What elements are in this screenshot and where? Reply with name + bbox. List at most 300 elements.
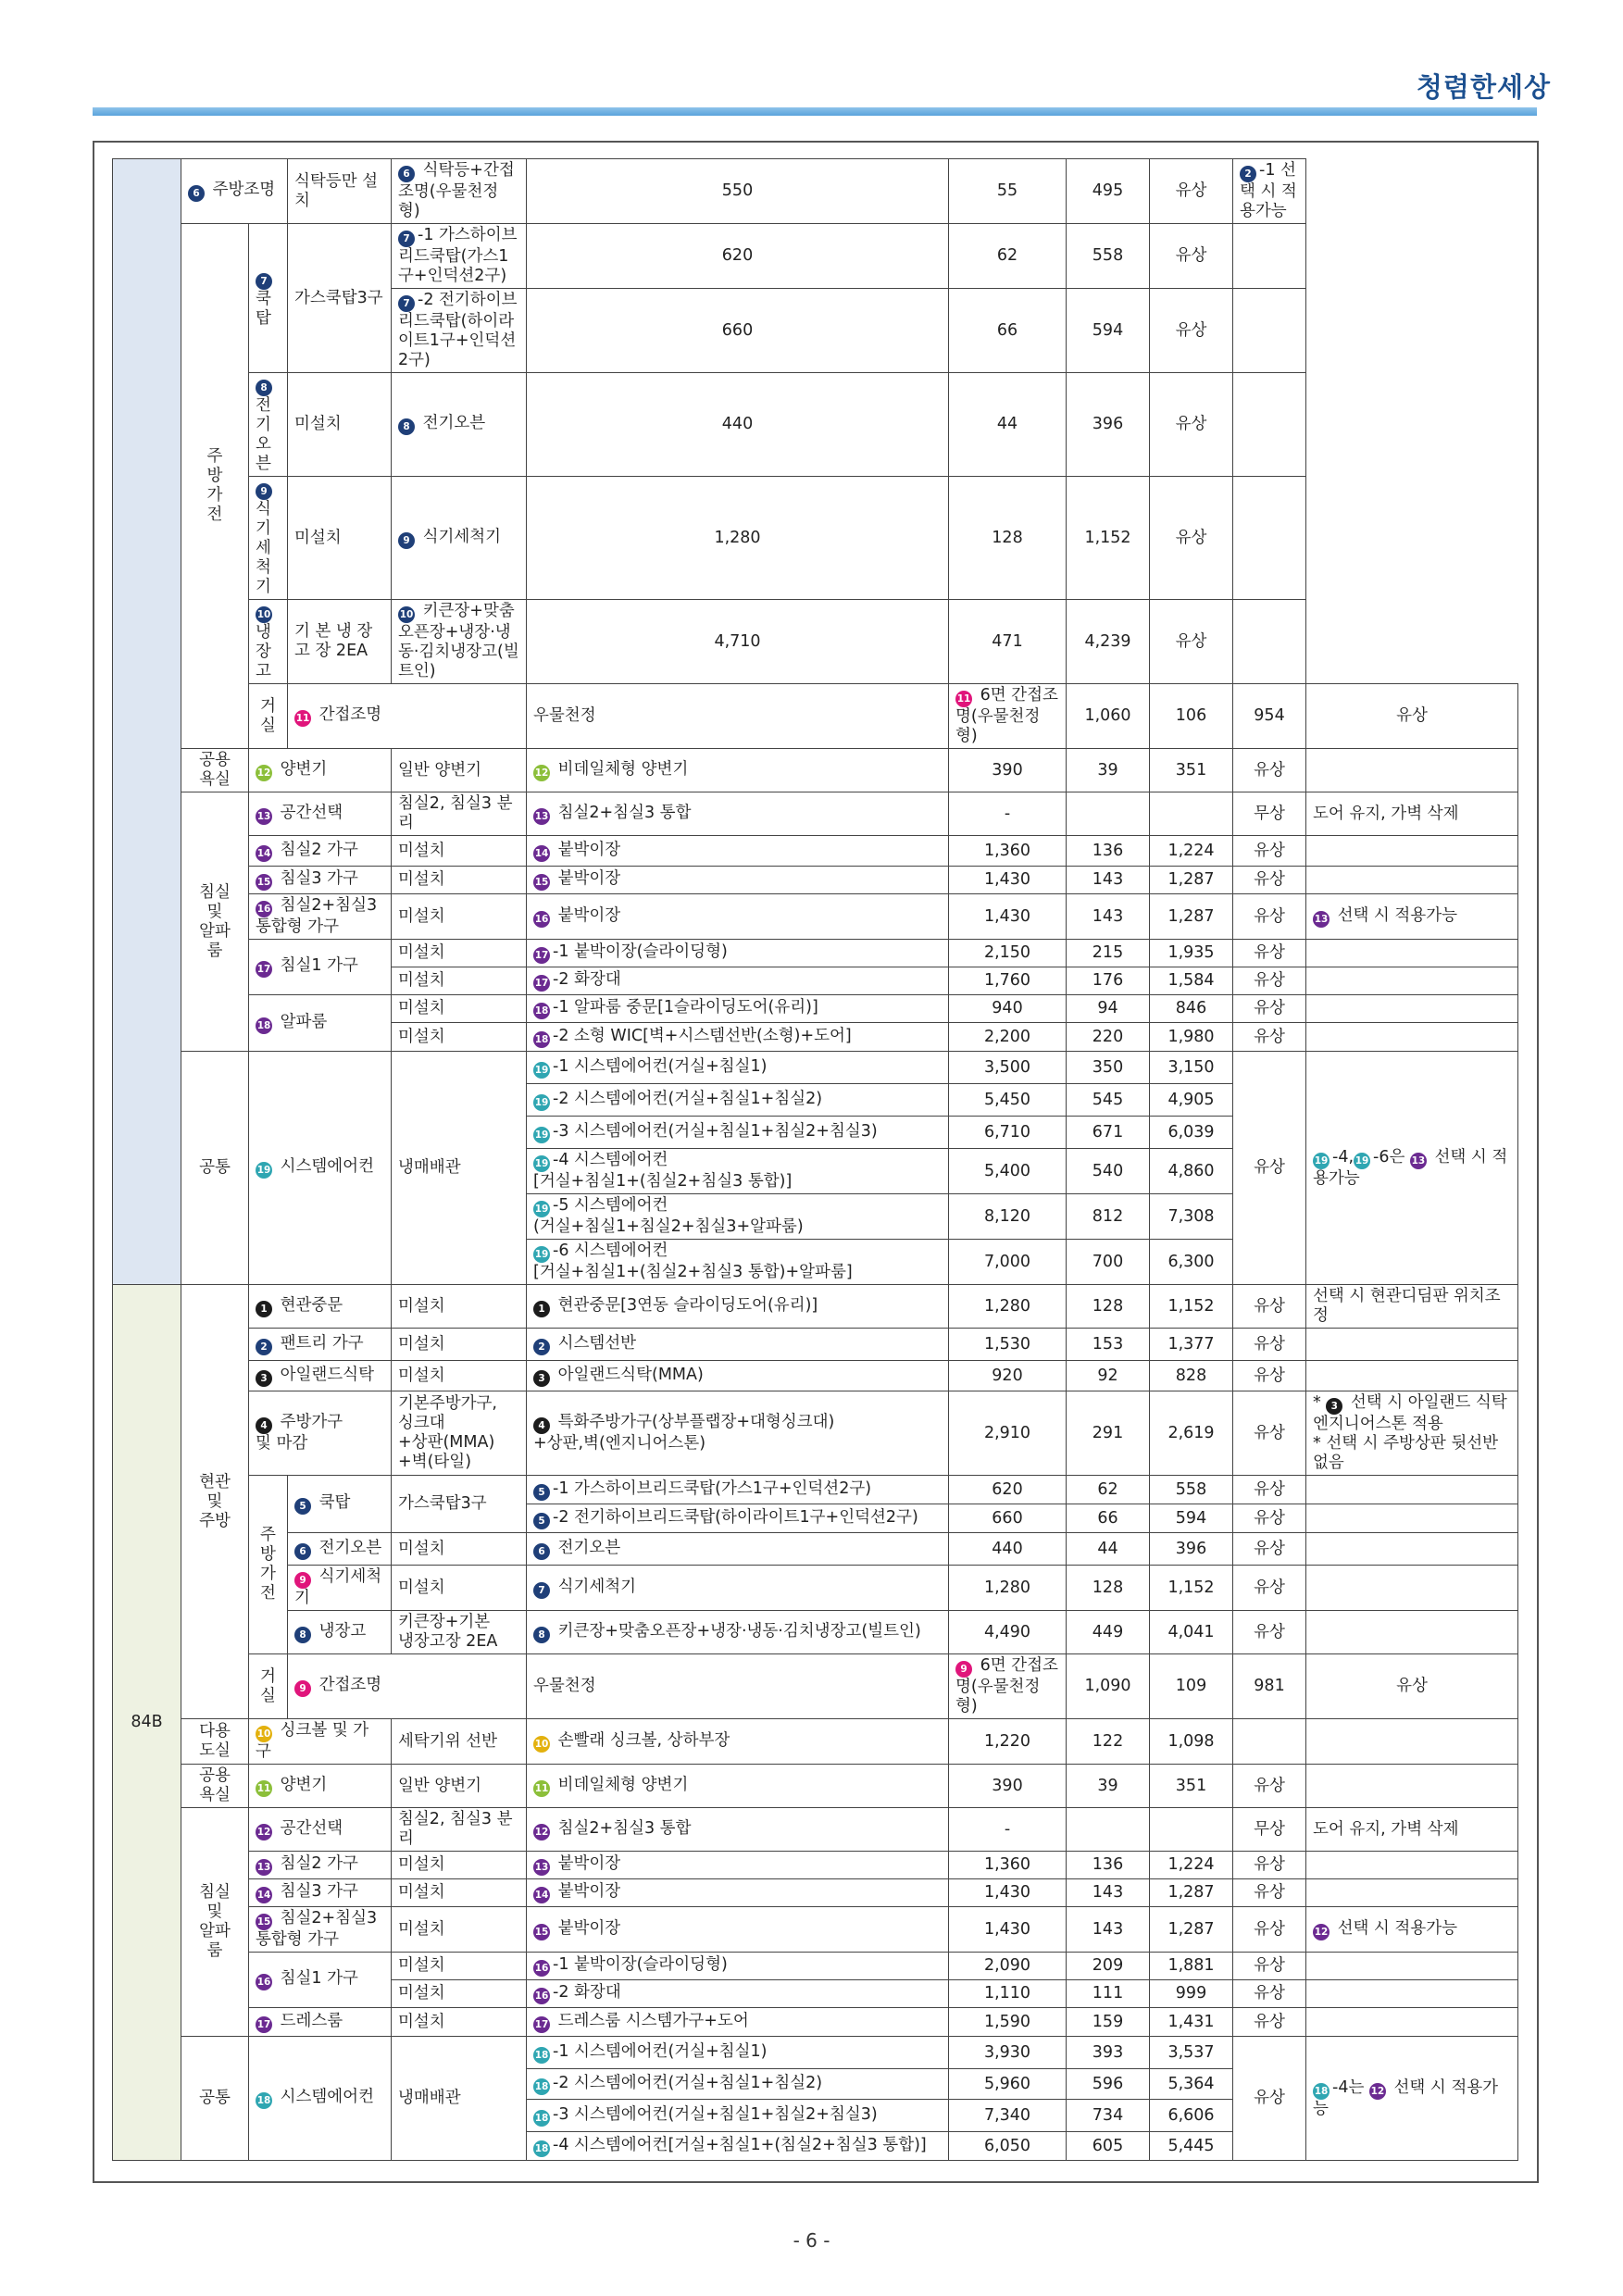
table-cell: 19 -6 시스템에어컨 [거실+침실1+(침실2+침실3 통합)+알파룸] [527, 1240, 949, 1285]
item-number-badge: 4 [256, 1417, 272, 1434]
item-number-badge: 12 [256, 1824, 272, 1841]
table-cell: 유상 [1233, 995, 1306, 1023]
item-number-badge: 10 [533, 1736, 550, 1753]
table-cell: 1,980 [1150, 1023, 1233, 1052]
table-cell [1306, 1329, 1518, 1361]
table-cell: 주 방 가 전 [181, 224, 249, 749]
item-number-badge: 18 [256, 2092, 272, 2109]
table-cell [1150, 792, 1233, 836]
table-cell: 미설치 [392, 867, 527, 894]
table-cell: 215 [1067, 940, 1150, 967]
table-cell: 3 아일랜드식탁(MMA) [527, 1361, 949, 1391]
table-cell: 396 [1150, 1533, 1233, 1566]
table-cell: 미설치 [392, 1907, 527, 1953]
item-number-badge: 14 [533, 1887, 550, 1903]
item-number-badge: 6 [294, 1543, 311, 1560]
table-cell [1067, 792, 1150, 836]
table-row [113, 373, 1518, 477]
table-cell: 812 [1067, 1194, 1150, 1240]
table-cell: 1 현관중문[3연동 슬라이딩도어(유리)] [527, 1285, 949, 1329]
table-cell [1306, 836, 1518, 867]
item-number-badge: 9 [294, 1680, 311, 1697]
table-cell: 도어 유지, 가벽 삭제 [1306, 1808, 1518, 1852]
item-number-badge: 13 [533, 1859, 550, 1876]
table-cell: 1,360 [949, 836, 1067, 867]
table-cell [1306, 1953, 1518, 1980]
table-cell: 605 [1067, 2132, 1150, 2161]
table-cell: 6 주방조명 [181, 159, 288, 224]
table-cell: 공통 [181, 2037, 249, 2161]
table-cell: 가스쿡탑3구 [288, 224, 392, 373]
table-cell: 19 -3 시스템에어컨(거실+침실1+침실2+침실3) [527, 1117, 949, 1149]
table-cell: 106 [1150, 684, 1233, 749]
item-number-badge: 16 [533, 1988, 550, 2004]
table-cell: 128 [949, 477, 1067, 600]
table-cell: 유상 [1233, 867, 1306, 894]
table-cell: 143 [1067, 1907, 1150, 1953]
table-row [113, 1808, 1518, 1852]
table-cell [1306, 1765, 1518, 1808]
table-cell: 440 [527, 373, 949, 477]
table-cell: 143 [1067, 894, 1150, 940]
item-number-badge: 18 [533, 1031, 550, 1048]
item-number-badge: 5 [533, 1484, 550, 1501]
table-row [113, 1719, 1518, 1765]
item-number-badge: 7 [398, 295, 415, 312]
table-cell: 유상 [1150, 477, 1233, 600]
table-cell: 미설치 [392, 836, 527, 867]
item-number-badge: 8 [256, 380, 272, 396]
table-row [113, 1852, 1518, 1879]
item-number-badge: 12 [533, 1824, 550, 1841]
item-number-badge: 17 [533, 2016, 550, 2033]
table-cell: 495 [1067, 159, 1150, 224]
table-cell: 1,224 [1150, 1852, 1233, 1879]
item-number-badge: 17 [533, 947, 550, 964]
table-cell: 390 [949, 749, 1067, 792]
table-cell: 미설치 [392, 894, 527, 940]
table-cell: 390 [949, 1765, 1067, 1808]
table-cell: 주 방 가 전 [249, 1476, 288, 1654]
table-cell [1067, 1808, 1150, 1852]
table-cell: 1,280 [527, 477, 949, 600]
table-cell: 4 주방가구 및 마감 [249, 1391, 392, 1476]
table-cell: 6,710 [949, 1117, 1067, 1149]
table-cell: 1,287 [1150, 867, 1233, 894]
item-number-badge: 13 [533, 808, 550, 825]
table-cell: 키큰장+기본 냉장고장 2EA [392, 1611, 527, 1654]
table-cell: 9 6면 간접조명(우물천정형) [949, 1654, 1067, 1719]
item-number-badge: 15 [256, 874, 272, 891]
table-cell: 유상 [1150, 600, 1233, 684]
table-cell: * 3 선택 시 아일랜드 식탁 엔지니어스톤 적용 * 선택 시 주방상판 뒷선반 없음 [1306, 1391, 1518, 1476]
table-cell: 4 특화주방가구(상부플랩장+대형싱크대) +상판,벽(엔지니어스톤) [527, 1391, 949, 1476]
table-cell: 유상 [1233, 1879, 1306, 1907]
table-cell: 일반 양변기 [392, 1765, 527, 1808]
table-cell: 5,960 [949, 2069, 1067, 2100]
table-cell: 671 [1067, 1117, 1150, 1149]
table-cell: 17 -1 붙박이장(슬라이딩형) [527, 940, 949, 967]
option-price-table [112, 158, 1518, 2161]
table-cell: 미설치 [392, 1329, 527, 1361]
table-cell: 12 비데일체형 양변기 [527, 749, 949, 792]
table-cell: 미설치 [392, 1980, 527, 2008]
table-cell: 2,200 [949, 1023, 1067, 1052]
item-number-badge: 16 [533, 1960, 550, 1977]
item-number-badge: 13 [1313, 911, 1330, 928]
table-cell: 유상 [1233, 1533, 1306, 1566]
table-cell: 미설치 [392, 2008, 527, 2037]
table-cell: 558 [1150, 1476, 1233, 1504]
table-cell: 999 [1150, 1980, 1233, 2008]
table-cell: 미설치 [392, 1953, 527, 1980]
table-cell: 1,360 [949, 1852, 1067, 1879]
table-cell: 7,000 [949, 1240, 1067, 1285]
item-number-badge: 3 [533, 1370, 550, 1387]
table-cell: 미설치 [392, 1566, 527, 1611]
table-cell: 1,220 [949, 1719, 1067, 1765]
table-cell: 유상 [1233, 894, 1306, 940]
table-cell: 미설치 [392, 995, 527, 1023]
table-cell: 미설치 [392, 1361, 527, 1391]
unit-type-cell: 84B [113, 1285, 181, 2161]
table-cell: 6,050 [949, 2132, 1067, 2161]
table-row [113, 1765, 1518, 1808]
table-cell: 5,364 [1150, 2069, 1233, 2100]
table-cell: 44 [949, 373, 1067, 477]
table-cell: - [949, 1808, 1067, 1852]
table-cell: 954 [1233, 684, 1306, 749]
table-cell [1233, 600, 1306, 684]
table-cell: 18 -2 시스템에어컨(거실+침실1+침실2) [527, 2069, 949, 2100]
table-cell: 545 [1067, 1084, 1150, 1117]
table-cell: 16 침실1 가구 [249, 1953, 392, 2008]
item-number-badge: 18 [533, 1003, 550, 1019]
table-cell: 17 -2 화장대 [527, 967, 949, 995]
table-cell: 유상 [1150, 289, 1233, 373]
table-cell [1306, 967, 1518, 995]
table-cell: 12 침실2+침실3 통합 [527, 1808, 949, 1852]
table-cell: 2,090 [949, 1953, 1067, 1980]
table-cell: 현관 및 주방 [181, 1285, 249, 1719]
item-number-badge: 19 [1354, 1153, 1370, 1169]
table-cell: 1,287 [1150, 1879, 1233, 1907]
item-number-badge: 18 [1313, 2083, 1330, 2100]
table-cell: 734 [1067, 2100, 1150, 2132]
table-cell: 18 -4는 12 선택 시 적용가능 [1306, 2037, 1518, 2161]
table-row [113, 749, 1518, 792]
table-cell [1306, 1852, 1518, 1879]
table-cell: 8 키큰장+맞춤오픈장+냉장·냉동·김치냉장고(빌트인) [527, 1611, 949, 1654]
table-cell: 2,619 [1150, 1391, 1233, 1476]
table-cell: 44 [1067, 1533, 1150, 1566]
table-cell: 16 -2 화장대 [527, 1980, 949, 2008]
table-cell: 550 [527, 159, 949, 224]
table-cell: 5,400 [949, 1149, 1067, 1194]
item-number-badge: 15 [533, 874, 550, 891]
table-cell: 19 -1 시스템에어컨(거실+침실1) [527, 1052, 949, 1084]
table-cell: 12 양변기 [249, 749, 392, 792]
item-number-badge: 10 [398, 606, 415, 623]
table-cell: 유상 [1233, 1765, 1306, 1808]
table-cell: 유상 [1233, 749, 1306, 792]
table-cell [1233, 373, 1306, 477]
table-cell: 12 선택 시 적용가능 [1306, 1907, 1518, 1953]
table-row [113, 1361, 1518, 1391]
table-cell: 10 냉장고 [249, 600, 288, 684]
table-cell: 1,590 [949, 2008, 1067, 2037]
table-cell: 18 -1 시스템에어컨(거실+침실1) [527, 2037, 949, 2069]
item-number-badge: 11 [294, 710, 311, 727]
table-cell: 유상 [1233, 1907, 1306, 1953]
item-number-badge: 6 [188, 185, 205, 202]
table-cell: 3,930 [949, 2037, 1067, 2069]
table-cell: 유상 [1233, 1476, 1306, 1504]
table-cell: 4,710 [527, 600, 949, 684]
table-cell: 13 침실2 가구 [249, 1852, 392, 1879]
table-cell: 유상 [1233, 1285, 1306, 1329]
table-cell: 17 드레스룸 시스템가구+도어 [527, 2008, 949, 2037]
table-cell: 17 드레스룸 [249, 2008, 392, 2037]
table-cell: 5,450 [949, 1084, 1067, 1117]
item-number-badge: 12 [256, 765, 272, 781]
item-number-badge: 18 [533, 2110, 550, 2127]
table-cell: 9 식기세척기 [249, 477, 288, 600]
table-cell: 9 간접조명 [288, 1654, 527, 1719]
table-row [113, 867, 1518, 894]
table-cell [1306, 1023, 1518, 1052]
table-cell: 10 키큰장+맞춤오픈장+냉장·냉동·김치냉장고(빌트인) [392, 600, 527, 684]
table-cell: 13 공간선택 [249, 792, 392, 836]
table-cell: 13 붙박이장 [527, 1852, 949, 1879]
table-cell: 1,377 [1150, 1329, 1233, 1361]
table-cell: 351 [1150, 1765, 1233, 1808]
brand-logo [1417, 67, 1551, 105]
table-cell: 66 [1067, 1504, 1150, 1533]
item-number-badge: 7 [533, 1582, 550, 1599]
table-row [113, 1566, 1518, 1611]
table-cell: 19 -4 시스템에어컨 [거실+침실1+(침실2+침실3 통합)] [527, 1149, 949, 1194]
table-cell: 111 [1067, 1980, 1150, 2008]
table-cell: 유상 [1150, 224, 1233, 289]
table-cell: 1,280 [949, 1285, 1067, 1329]
item-number-badge: 5 [294, 1498, 311, 1515]
table-cell: 침실 및 알파 룸 [181, 792, 249, 1052]
table-cell: 1,287 [1150, 1907, 1233, 1953]
table-cell: 558 [1067, 224, 1150, 289]
page-number: - 6 - [793, 2229, 830, 2252]
table-cell: 153 [1067, 1329, 1150, 1361]
table-cell: 미설치 [392, 1533, 527, 1566]
table-cell: 14 침실3 가구 [249, 1879, 392, 1907]
table-cell: 109 [1150, 1654, 1233, 1719]
table-cell [1306, 1879, 1518, 1907]
table-cell: 9 식기세척기 [392, 477, 527, 600]
item-number-badge: 17 [256, 2016, 272, 2033]
table-row [113, 1879, 1518, 1907]
table-cell: 유상 [1233, 1391, 1306, 1476]
table-cell: 440 [949, 1533, 1067, 1566]
table-cell: 620 [527, 224, 949, 289]
table-row [113, 1611, 1518, 1654]
table-cell: 유상 [1233, 967, 1306, 995]
table-cell: 세탁기위 선반 [392, 1719, 527, 1765]
item-number-badge: 8 [294, 1627, 311, 1643]
table-cell: 128 [1067, 1285, 1150, 1329]
item-number-badge: 19 [1313, 1153, 1330, 1169]
item-number-badge: 19 [533, 1094, 550, 1111]
item-number-badge: 9 [256, 483, 272, 500]
table-cell: 981 [1233, 1654, 1306, 1719]
item-number-badge: 4 [533, 1417, 550, 1434]
item-number-badge: 19 [256, 1162, 272, 1179]
table-cell [1306, 1504, 1518, 1533]
table-row [113, 2008, 1518, 2037]
table-cell: 700 [1067, 1240, 1150, 1285]
table-cell: 우물천정 [527, 684, 949, 749]
table-cell: 16 -1 붙박이장(슬라이딩형) [527, 1953, 949, 1980]
table-cell: 가스쿡탑3구 [392, 1476, 527, 1533]
table-cell: 1,584 [1150, 967, 1233, 995]
table-cell: 1,430 [949, 1907, 1067, 1953]
item-number-badge: 7 [398, 231, 415, 247]
table-cell: 350 [1067, 1052, 1150, 1084]
table-cell: 136 [1067, 1852, 1150, 1879]
table-cell: 3,500 [949, 1052, 1067, 1084]
table-cell: 1,430 [949, 867, 1067, 894]
table-cell: 6,606 [1150, 2100, 1233, 2132]
table-cell: 2 팬트리 가구 [249, 1329, 392, 1361]
table-cell: 3,150 [1150, 1052, 1233, 1084]
table-cell [1233, 1719, 1306, 1765]
table-cell: 11 간접조명 [288, 684, 527, 749]
table-cell: 18 -4 시스템에어컨[거실+침실1+(침실2+침실3 통합)] [527, 2132, 949, 2161]
table-cell: 449 [1067, 1611, 1150, 1654]
table-cell: 39 [1067, 1765, 1150, 1808]
table-cell: 6 식탁등+간접조명(우물천정형) [392, 159, 527, 224]
table-cell: 62 [1067, 1476, 1150, 1504]
item-number-badge: 17 [533, 975, 550, 992]
table-cell: 920 [949, 1361, 1067, 1391]
table-cell: 15 침실3 가구 [249, 867, 392, 894]
table-row [113, 159, 1518, 224]
table-cell: 15 침실2+침실3 통합형 가구 [249, 1907, 392, 1953]
table-row [113, 1533, 1518, 1566]
table-cell: 8 냉장고 [288, 1611, 392, 1654]
table-cell: 1,224 [1150, 836, 1233, 867]
table-cell: 2,150 [949, 940, 1067, 967]
table-cell: 19 -4, 19 -6은 13 선택 시 적용가능 [1306, 1052, 1518, 1285]
table-cell: 14 붙박이장 [527, 1879, 949, 1907]
unit-type-cell [113, 159, 181, 1285]
item-number-badge: 11 [256, 1780, 272, 1797]
table-cell: 846 [1150, 995, 1233, 1023]
table-cell: 594 [1150, 1504, 1233, 1533]
table-cell: 1,760 [949, 967, 1067, 995]
table-cell: 660 [527, 289, 949, 373]
table-cell: 18 -3 시스템에어컨(거실+침실1+침실2+침실3) [527, 2100, 949, 2132]
table-cell: 540 [1067, 1149, 1150, 1194]
table-cell: 기본주방가구, 싱크대 +상판(MMA) +벽(타일) [392, 1391, 527, 1476]
item-number-badge: 8 [533, 1627, 550, 1643]
table-cell: 3 아일랜드식탁 [249, 1361, 392, 1391]
table-cell: 거실 [249, 1654, 288, 1719]
table-cell: 11 양변기 [249, 1765, 392, 1808]
item-number-badge: 16 [256, 1974, 272, 1990]
table-cell: 660 [949, 1504, 1067, 1533]
table-cell [1306, 940, 1518, 967]
table-cell [1306, 1476, 1518, 1504]
table-row [113, 1476, 1518, 1504]
table-cell: 351 [1150, 749, 1233, 792]
table-cell: 15 붙박이장 [527, 867, 949, 894]
table-cell: 공용 욕실 [181, 1765, 249, 1808]
table-cell: 유상 [1233, 940, 1306, 967]
item-number-badge: 19 [533, 1201, 550, 1217]
table-cell: 5,445 [1150, 2132, 1233, 2161]
table-cell: 2,910 [949, 1391, 1067, 1476]
item-number-badge: 15 [256, 1914, 272, 1930]
table-cell [1306, 1566, 1518, 1611]
table-cell [1306, 1719, 1518, 1765]
item-number-badge: 12 [1313, 1924, 1330, 1940]
table-cell: 4,860 [1150, 1149, 1233, 1194]
table-cell: 396 [1067, 373, 1150, 477]
table-cell: 15 붙박이장 [527, 1907, 949, 1953]
table-cell: 미설치 [392, 967, 527, 995]
table-cell: 18 -2 소형 WIC[벽+시스템선반(소형)+도어] [527, 1023, 949, 1052]
table-cell: 2 시스템선반 [527, 1329, 949, 1361]
table-cell: 3,537 [1150, 2037, 1233, 2069]
table-cell: 유상 [1233, 1852, 1306, 1879]
table-cell: 1,935 [1150, 940, 1233, 967]
item-number-badge: 13 [1410, 1153, 1427, 1169]
table-cell: 4,041 [1150, 1611, 1233, 1654]
table-cell: 미설치 [392, 1285, 527, 1329]
header-rule [93, 107, 1537, 116]
item-number-badge: 19 [533, 1062, 550, 1079]
table-cell: 291 [1067, 1391, 1150, 1476]
table-cell: 94 [1067, 995, 1150, 1023]
table-cell: 유상 [1306, 1654, 1518, 1719]
item-number-badge: 13 [256, 1859, 272, 1876]
item-number-badge: 18 [533, 2047, 550, 2064]
item-number-badge: 16 [256, 901, 272, 917]
table-row [113, 684, 1518, 749]
table-cell: 18 -1 알파룸 중문[1슬라이딩도어(유리)] [527, 995, 949, 1023]
table-cell: 침실2, 침실3 분리 [392, 792, 527, 836]
table-cell: 4,905 [1150, 1084, 1233, 1117]
table-cell: 유상 [1233, 2008, 1306, 2037]
table-row [113, 1285, 1518, 1329]
item-number-badge: 18 [533, 2140, 550, 2157]
item-number-badge: 12 [1369, 2083, 1386, 2100]
item-number-badge: 13 [256, 808, 272, 825]
table-cell: 1,881 [1150, 1953, 1233, 1980]
table-cell: 1,287 [1150, 894, 1233, 940]
table-cell: 1,152 [1150, 1566, 1233, 1611]
table-cell: 유상 [1306, 684, 1518, 749]
table-cell: 594 [1067, 289, 1150, 373]
item-number-badge: 6 [398, 166, 415, 182]
table-cell: 미설치 [392, 940, 527, 967]
table-cell: 136 [1067, 836, 1150, 867]
table-cell: 66 [949, 289, 1067, 373]
table-cell: - [949, 792, 1067, 836]
item-number-badge: 6 [533, 1543, 550, 1560]
table-cell: 선택 시 현관디딤판 위치조정 [1306, 1285, 1518, 1329]
table-cell [1233, 224, 1306, 289]
